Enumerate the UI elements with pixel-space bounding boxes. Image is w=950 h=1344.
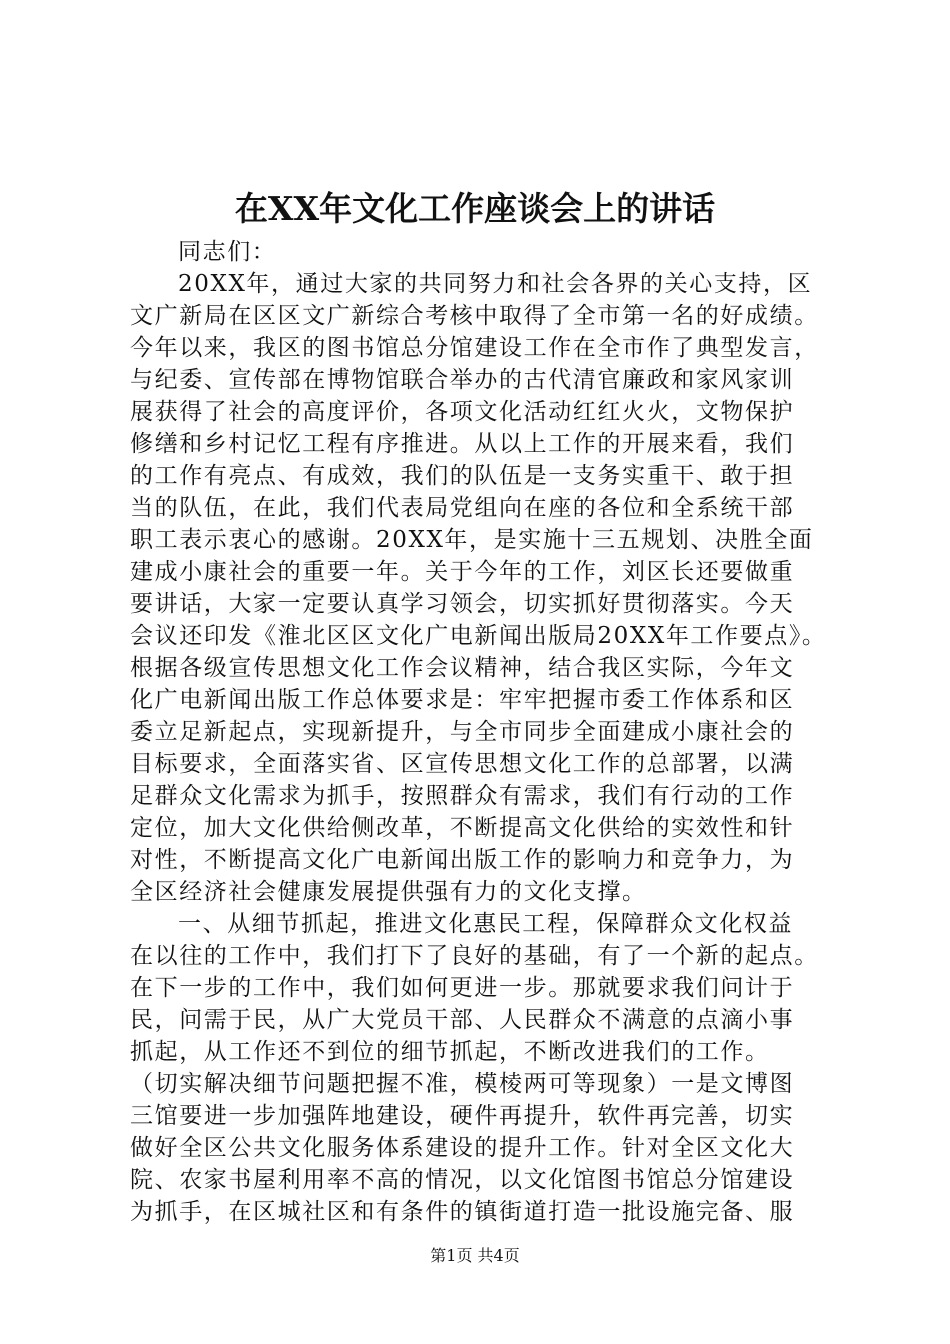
document-body: [130, 236, 850, 1228]
paragraph-line: 根据各级宣传思想文化工作会议精神，结合我区实际，今年文: [130, 655, 795, 681]
paragraph-line: 做好全区公共文化服务体系建设的提升工作。针对全区文化大: [130, 1135, 795, 1161]
paragraph-line: 院、农家书屋利用率不高的情况，以文化馆图书馆总分馆建设: [130, 1167, 795, 1193]
paragraph-line: （切实解决细节问题把握不准，模棱两可等现象）一是文博图: [130, 1071, 795, 1097]
paragraph-line: 与纪委、宣传部在博物馆联合举办的古代清官廉政和家风家训: [130, 367, 795, 393]
paragraph-line: 民，问需于民，从广大党员干部、人民群众不满意的点滴小事: [130, 1007, 795, 1033]
paragraph-line: 会议还印发《淮北区区文化广电新闻出版局20XX年工作要点》。: [130, 623, 827, 649]
paragraph-line: 抓起，从工作还不到位的细节抓起，不断改进我们的工作。: [130, 1039, 770, 1065]
paragraph-line: 的工作有亮点、有成效，我们的队伍是一支务实重干、敢于担: [130, 463, 795, 489]
paragraph-line: 今年以来，我区的图书馆总分馆建设工作在全市作了典型发言，: [130, 335, 819, 361]
paragraph-line: 要讲话，大家一定要认真学习领会，切实抓好贯彻落实。今天: [130, 591, 795, 617]
paragraph-line: 展获得了社会的高度评价，各项文化活动红红火火，文物保护: [130, 399, 795, 425]
paragraph-line: 职工表示衷心的感谢。20XX年，是实施十三五规划、决胜全面: [130, 527, 814, 553]
paragraph-line: 20XX年，通过大家的共同努力和社会各界的关心支持，区: [178, 271, 813, 297]
paragraph-line: 化广电新闻出版工作总体要求是：牢牢把握市委工作体系和区: [130, 687, 795, 713]
paragraph-line: 当的队伍，在此，我们代表局党组向在座的各位和全系统干部: [130, 495, 795, 521]
paragraph-line: 对性，不断提高文化广电新闻出版工作的影响力和竞争力，为: [130, 847, 795, 873]
paragraph-line: 委立足新起点，实现新提升，与全市同步全面建成小康社会的: [130, 719, 795, 745]
paragraph-line: 在下一步的工作中，我们如何更进一步。那就要求我们问计于: [130, 975, 795, 1001]
salutation-line: 同志们：: [178, 239, 277, 265]
paragraph-line: 为抓手，在区城社区和有条件的镇街道打造一批设施完备、服: [130, 1199, 795, 1225]
section-heading-line: 一、从细节抓起，推进文化惠民工程，保障群众文化权益: [178, 911, 793, 937]
paragraph-line: 目标要求，全面落实省、区宣传思想文化工作的总部署，以满: [130, 751, 795, 777]
paragraph-line: 全区经济社会健康发展提供强有力的文化支撑。: [130, 879, 647, 905]
paragraph-line: 在以往的工作中，我们打下了良好的基础，有了一个新的起点。: [130, 943, 819, 969]
paragraph-line: 文广新局在区区文广新综合考核中取得了全市第一名的好成绩。: [130, 303, 819, 329]
paragraph-line: 三馆要进一步加强阵地建设，硬件再提升，软件再完善，切实: [130, 1103, 795, 1129]
paragraph-line: 建成小康社会的重要一年。关于今年的工作，刘区长还要做重: [130, 559, 795, 585]
paragraph-line: 足群众文化需求为抓手，按照群众有需求，我们有行动的工作: [130, 783, 795, 809]
document-title: 在XX年文化工作座谈会上的讲话: [234, 189, 716, 228]
page-number-footer: 第1页 共4页: [430, 1246, 520, 1265]
paragraph-line: 定位，加大文化供给侧改革，不断提高文化供给的实效性和针: [130, 815, 795, 841]
paragraph-line: 修缮和乡村记忆工程有序推进。从以上工作的开展来看，我们: [130, 431, 795, 457]
